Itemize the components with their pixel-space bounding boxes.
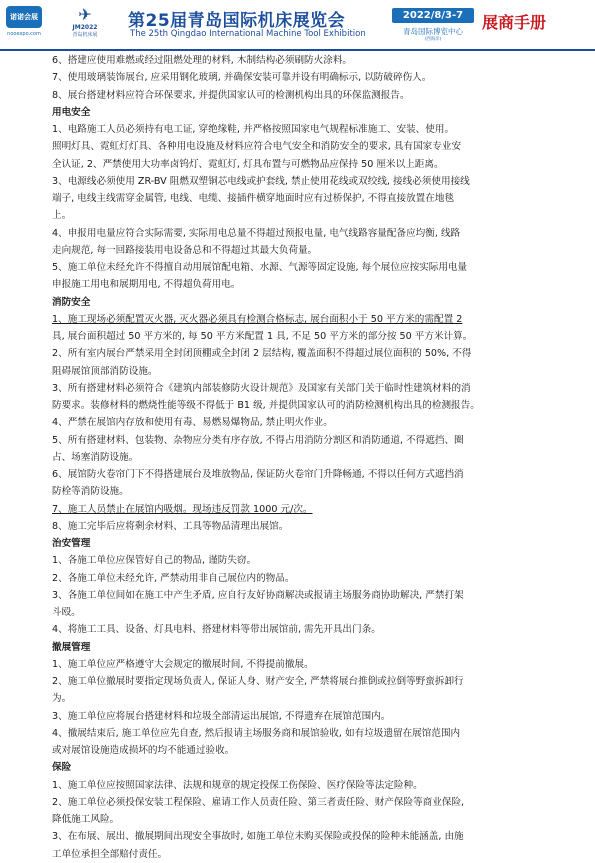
body-line: 3、在布展、展出、撤展期间出现安全事故时, 如施工单位未购买保险或投保的险种未能涵盖, 由施 xyxy=(52,831,464,843)
body-line: 具, 展台面积超过 50 平方米的, 每 50 平方米配置 1 具, 不足 50 平方米的部分按 50 平方米计算。 xyxy=(52,331,473,342)
body-line: 5、所有搭建材料、包装物、杂物应分类有序存放, 不得占用消防分割区和消防通道, 不得遮挡、圈 xyxy=(52,434,464,446)
header-divider xyxy=(0,49,595,51)
page-header xyxy=(0,0,595,50)
exhibition-venue-note: (西海岸) xyxy=(424,37,442,42)
body-line: 3、所有搭建材料必须符合《建筑内部装修防火设计规范》及国家有关部门关于临时性建筑材料的消 xyxy=(52,382,471,394)
body-line: 或对展馆设施造成损坏的均不能通过验收。 xyxy=(52,745,235,756)
jm2022-label: JM2022 xyxy=(72,24,98,31)
body-line: 4、撤展结束后, 施工单位应先自查, 然后报请主场服务商和展馆验收, 如有垃圾遗留在展馆范围内 xyxy=(52,727,461,739)
section-heading: 保险 xyxy=(52,762,72,774)
body-line: 1、电路施工人员必须持有电工证, 穿绝缘鞋, 并严格按照国家电气规程标准施工、安装、使用。 xyxy=(52,124,455,135)
document-body xyxy=(52,52,557,863)
body-line: 防栓等消防设施。 xyxy=(52,486,129,498)
body-line: 防要求。装修材料的燃烧性能等级不得低于 B1 级, 并提供国家认可的消防检测机构出具的检测报告。 xyxy=(52,400,480,411)
body-line: 降低施工风险。 xyxy=(52,814,120,825)
body-line: 8、施工完毕后应将剩余材料、工具等物品清理出展馆。 xyxy=(52,520,289,532)
body-line: 8、展台搭建材料应符合环保要求, 并提供国家认可的检测机构出具的环保监测报告。 xyxy=(52,89,410,101)
body-line: 1、施工现场必须配置灭火器, 灭火器必须具有检测合格标志, 展台面积小于 50 平方米的需配置 2 xyxy=(52,313,463,325)
jm2022-cn-label: 青岛机床展 xyxy=(72,32,98,38)
jm2022-logo xyxy=(52,6,118,46)
body-line: 照明灯具、霓虹灯灯具、各种用电设施及材料应符合电气安全和消防安全的要求, 具有国家专业安 xyxy=(52,141,462,153)
body-line: 4、严禁在展馆内存放和使用有毒、易燃易爆物品, 禁止明火作业。 xyxy=(52,417,333,429)
body-line: 2、施工单位撤展时要指定现场负责人, 保证人身、财产安全, 严禁将展台推倒或拉倒等野蛮拆卸行 xyxy=(52,676,464,687)
body-line: 阻碍展馆顶部消防设施。 xyxy=(52,365,158,377)
nooexpo-logo-badge: 诺诺会展 xyxy=(6,6,42,28)
body-line: 5、施工单位未经允许不得擅自动用展馆配电箱、水源、气源等固定设施, 每个展位应按实际用电量 xyxy=(52,262,468,273)
body-line: 1、各施工单位应保管好自己的物品, 谨防失窃。 xyxy=(52,555,257,567)
body-line: 1、施工单位应严格遵守大会规定的撤展时间, 不得提前撤展。 xyxy=(52,658,314,670)
body-line: 斗殴。 xyxy=(52,607,81,618)
section-heading: 消防安全 xyxy=(52,296,91,308)
body-line: 2、施工单位必须投保安装工程保险、雇请工作人员责任险、第三者责任险、财产保险等商业保险, xyxy=(52,796,465,808)
exhibitor-manual-label: 展商手册 xyxy=(482,13,547,32)
exhibition-date: 2022/8/3-7 xyxy=(392,8,474,23)
body-line: 4、将施工工具、设备、灯具电料、搭建材料等带出展馆前, 需先开具出门条。 xyxy=(52,624,381,636)
plane-icon: ✈ xyxy=(78,5,92,24)
section-heading: 治安管理 xyxy=(52,538,91,549)
body-line: 6、展馆防火卷帘门下不得搭建展台及堆放物品, 保证防火卷帘门升降畅通, 不得以任何方式遮挡消 xyxy=(52,469,464,480)
nooexpo-logo-url: nooexpo.com xyxy=(7,31,41,37)
body-line: 6、搭建应使用难燃或经过阻燃处理的材料, 木制结构必须刷防火涂料。 xyxy=(52,55,353,66)
section-heading: 撤展管理 xyxy=(52,641,91,653)
exhibition-title-cn: 第25届青岛国际机床展览会 xyxy=(128,11,346,31)
body-line: 3、各施工单位间如在施工中产生矛盾, 应自行友好协商解决或报请主场服务商协助解决, 严禁打架 xyxy=(52,589,464,601)
body-line: 7、施工人员禁止在展馆内吸烟。现场违反罚款 1000 元/次。 xyxy=(52,503,313,515)
body-line: 1、施工单位应按照国家法律、法规和规章的规定投保工伤保险、医疗保险等法定险种。 xyxy=(52,779,423,791)
body-line: 全认证, 2、严禁使用大功率卤钨灯、霓虹灯, 灯具布置与可燃物品应保持 50 厘米以上距离。 xyxy=(52,158,444,170)
body-line: 2、所有室内展台严禁采用全封闭顶棚或全封闭 2 层结构, 覆盖面积不得超过展位面积的 50%, 不得 xyxy=(52,348,472,360)
exhibition-title-en: The 25th Qingdao International Machine Tool Exhibition xyxy=(130,29,366,39)
body-line: 占、场塞消防设施。 xyxy=(52,451,139,463)
body-line: 为。 xyxy=(52,693,72,705)
body-line: 工单位承担全部赔付责任。 xyxy=(52,848,168,860)
body-line: 申报施工用电和展期用电, 不得超负荷用电。 xyxy=(52,279,241,291)
nooexpo-logo xyxy=(4,6,44,46)
body-line: 端子, 电线主线需穿金属管, 电线、电缆、接插件横穿地面时应有过桥保护, 不得直接放置在地毯 xyxy=(52,193,455,204)
body-line: 3、施工单位应将展台搭建材料和垃圾全部清运出展馆, 不得遗弃在展馆范围内。 xyxy=(52,710,391,722)
body-line: 走向规范, 每一回路接装用电设备总和不得超过其最大负荷量。 xyxy=(52,244,318,256)
body-line: 3、电源线必须使用 ZR-BV 阻燃双塑铜芯电线或护套线, 禁止使用花线或双绞线, 接线必须使用接线 xyxy=(52,175,470,187)
section-heading: 用电安全 xyxy=(52,106,91,118)
body-line: 上。 xyxy=(52,210,72,222)
body-line: 7、使用玻璃装饰展台, 应采用钢化玻璃, 并确保安装可靠并设有明确标示, 以防破碎伤人。 xyxy=(52,72,432,84)
body-line: 2、各施工单位未经允许, 严禁动用非自己展位内的物品。 xyxy=(52,572,295,584)
exhibition-venue: 青岛国际博览中心 xyxy=(403,27,463,36)
body-line: 4、申报用电量应符合实际需要, 实际用电总量不得超过预报电量, 电气线路容量配备应均衡, 线路 xyxy=(52,227,461,239)
